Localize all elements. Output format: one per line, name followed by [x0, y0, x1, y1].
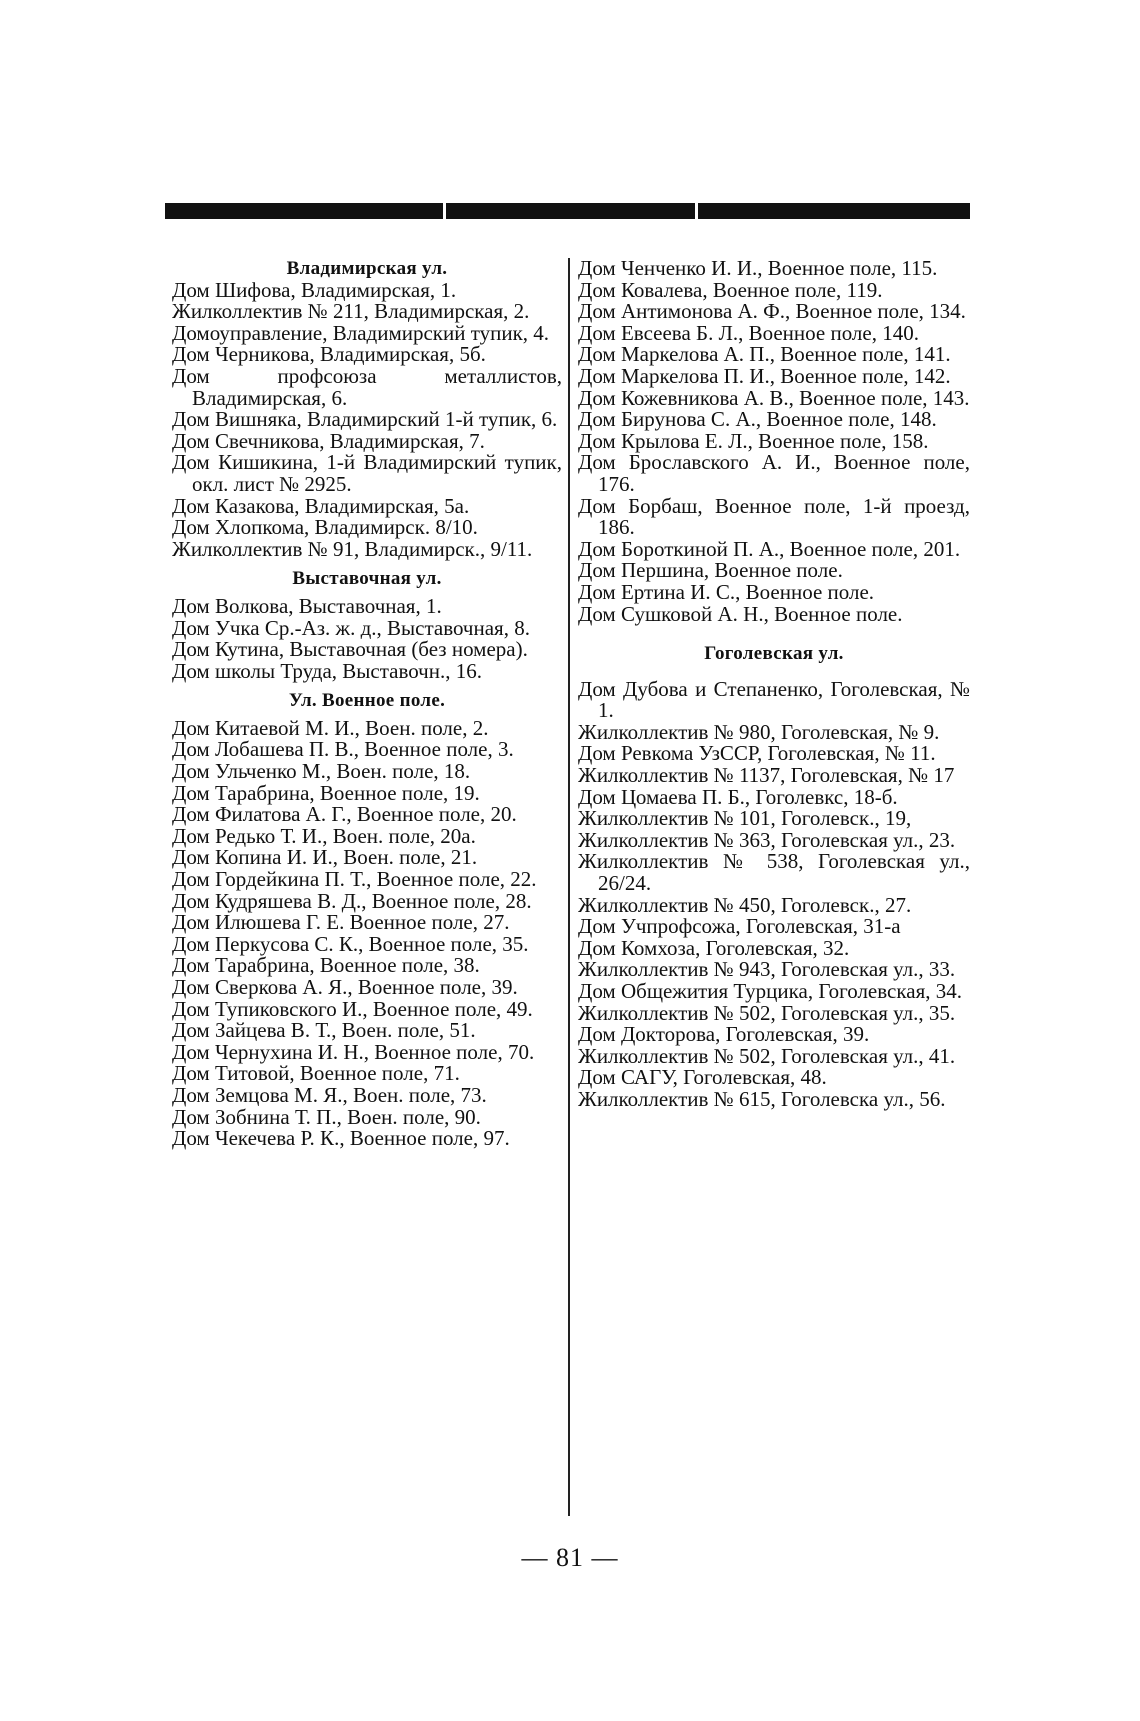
list-item: Дом Першина, Военное поле.	[578, 558, 843, 583]
list-item: Дом Маркелова А. П., Военное поле, 141.	[578, 342, 951, 367]
left-column	[172, 258, 562, 1150]
section-voennoe-pole	[172, 715, 562, 1151]
list-item: Дом Дубова и Степаненко, Гоголевская, № 1.	[578, 676, 970, 723]
list-item: Дом Брославского А. И., Военное поле, 176.	[578, 450, 970, 496]
list-item: Дом Крылова Е. Л., Военное поле, 158.	[578, 428, 929, 453]
list-item: Дом Тарабрина, Военное поле, 19.	[172, 780, 480, 805]
list-item: Жилколлектив № 502, Гоголевская ул., 41.	[578, 1043, 956, 1068]
list-item: Дом Черникова, Владимирская, 5б.	[172, 342, 486, 367]
section-vladimirskaya	[172, 277, 562, 561]
list-item: Дом профсоюза металлистов, Владимирская, 6.	[172, 363, 562, 410]
list-item: Дом Сушковой А. Н., Военное поле.	[578, 601, 903, 626]
list-item: Дом Редько Т. И., Воен. поле, 20а.	[172, 823, 476, 848]
section-heading-gogolevskaya: Гоголевская ул.	[704, 643, 844, 665]
list-item: Жилколлектив № 502, Гоголевская ул., 35.	[578, 1000, 956, 1025]
list-item: Дом Хлопкома, Владимирск. 8/10.	[172, 515, 478, 540]
list-item: Дом Сверкова А. Я., Военное поле, 39.	[172, 975, 518, 999]
section-gogolevskaya	[578, 676, 970, 1111]
page-number: — 81 —	[521, 1543, 619, 1572]
list-item: Дом Вишняка, Владимирский 1-й тупик, 6.	[172, 407, 558, 432]
list-item: Дом Лобашева П. В., Военное поле, 3.	[172, 737, 514, 762]
list-item: Дом Кудряшева В. Д., Военное поле, 28.	[172, 888, 532, 913]
list-item: Дом Комхоза, Гоголевская, 32.	[578, 935, 850, 960]
list-item: Дом Кишикина, 1-й Владимирский тупик, окл. лист № 2925.	[172, 450, 562, 496]
list-item: Дом Ульченко М., Воен. поле, 18.	[172, 759, 471, 784]
list-item: Жилколлектив № 980, Гоголевская, № 9.	[578, 719, 940, 744]
list-item: Дом Евсеева Б. Л., Военное поле, 140.	[578, 320, 919, 345]
list-item: Дом Тарабрина, Военное поле, 38.	[172, 953, 480, 978]
list-item: Жилколлектив № 101, Гоголевск., 19,	[578, 806, 912, 831]
list-item: Дом Антимонова А. Ф., Военное поле, 134.	[578, 299, 966, 324]
list-item: Дом Ковалева, Военное поле, 119.	[578, 277, 883, 302]
list-item: Дом Кожевникова А. В., Военное поле, 143.	[578, 385, 970, 410]
list-item: Дом Докторова, Гоголевская, 39.	[578, 1022, 870, 1047]
list-item: Дом Ертина И. С., Военное поле.	[578, 579, 875, 604]
section-vystavochnaya	[172, 593, 562, 683]
list-item: Дом Общежития Турцика, Гоголевская, 34.	[578, 979, 962, 1003]
section-heading-vystavochnaya: Выставочная ул.	[292, 568, 442, 590]
top-rule-gap	[443, 203, 446, 219]
list-item: Дом Цомаева П. Б., Гоголевкс, 18-б.	[578, 784, 898, 809]
list-item: Дом Волкова, Выставочная, 1.	[172, 593, 442, 618]
list-item: Дом Чернухина И. Н., Военное поле, 70.	[172, 1039, 535, 1064]
list-item: Жилколлектив № 363, Гоголевская ул., 23.	[578, 827, 956, 852]
list-item: Дом Копина И. И., Воен. поле, 21.	[172, 845, 478, 870]
list-item: Домоуправление, Владимирский тупик, 4.	[172, 320, 550, 345]
list-item: Дом Шифова, Владимирская, 1.	[172, 277, 457, 302]
list-item: Дом Зобнина Т. П., Воен. поле, 90.	[172, 1104, 481, 1129]
list-item: Жилколлектив № 450, Гоголевск., 27.	[578, 892, 912, 917]
list-item: Дом Филатова А. Г., Военное поле, 20.	[172, 802, 517, 827]
list-item: Дом Кутина, Выставочная (без номера).	[172, 637, 528, 662]
list-item: Дом школы Труда, Выставочн., 16.	[172, 658, 482, 683]
list-item: Жилколлектив № 91, Владимирск., 9/11.	[172, 536, 533, 561]
top-rule-gap	[695, 203, 698, 219]
list-item: Жилколлектив № 538, Гоголевская ул., 26/24.	[578, 849, 970, 896]
list-item: Дом Титовой, Военное поле, 71.	[172, 1061, 460, 1086]
list-item: Дом Учпрофсожа, Гоголевская, 31-а	[578, 914, 901, 939]
list-item: Дом Бирунова С. А., Военное поле, 148.	[578, 407, 937, 432]
list-item: Дом САГУ, Гоголевская, 48.	[578, 1065, 827, 1090]
list-item: Дом Чекечева Р. К., Военное поле, 97.	[172, 1126, 510, 1151]
list-item: Дом Илюшева Г. Е. Военное поле, 27.	[172, 910, 510, 935]
list-item: Дом Бороткиной П. А., Военное поле, 201.	[578, 536, 961, 561]
list-item: Дом Тупиковского И., Военное поле, 49.	[172, 996, 533, 1021]
section-heading-vladimirskaya: Владимирская ул.	[286, 258, 448, 279]
list-item: Дом Ченченко И. И., Военное поле, 115.	[578, 256, 938, 280]
top-rule	[165, 203, 970, 219]
list-item: Дом Борбаш, Военное поле, 1-й проезд, 186.	[578, 493, 970, 540]
list-item: Дом Перкусова С. К., Военное поле, 35.	[172, 931, 529, 956]
section-heading-voennoe-pole: Ул. Военное поле.	[288, 690, 446, 712]
list-item: Дом Свечникова, Владимирская, 7.	[172, 428, 485, 453]
column-divider	[568, 258, 570, 1516]
list-item: Дом Казакова, Владимирская, 5а.	[172, 493, 470, 518]
list-item: Дом Зайцева В. Т., Воен. поле, 51.	[172, 1018, 476, 1043]
list-item: Дом Учка Ср.-Аз. ж. д., Выставочная, 8.	[172, 615, 530, 640]
list-item: Дом Китаевой М. И., Воен. поле, 2.	[172, 715, 489, 740]
list-item: Дом Гордейкина П. Т., Военное поле, 22.	[172, 867, 537, 892]
list-item: Жилколлектив № 1137, Гоголевская, № 17	[578, 763, 955, 788]
list-item: Жилколлектив № 615, Гоголевска ул., 56.	[578, 1086, 946, 1111]
list-item: Дом Маркелова П. И., Военное поле, 142.	[578, 363, 951, 388]
section-voennoe-pole-continued	[578, 258, 970, 625]
right-column	[578, 258, 970, 1111]
list-item: Дом Ревкома УзССР, Гоголевская, № 11.	[578, 741, 936, 766]
list-item: Дом Земцова М. Я., Воен. поле, 73.	[172, 1082, 487, 1107]
list-item: Жилколлектив № 943, Гоголевская ул., 33.	[578, 957, 956, 982]
list-item: Жилколлектив № 211, Владимирская, 2.	[172, 299, 530, 324]
